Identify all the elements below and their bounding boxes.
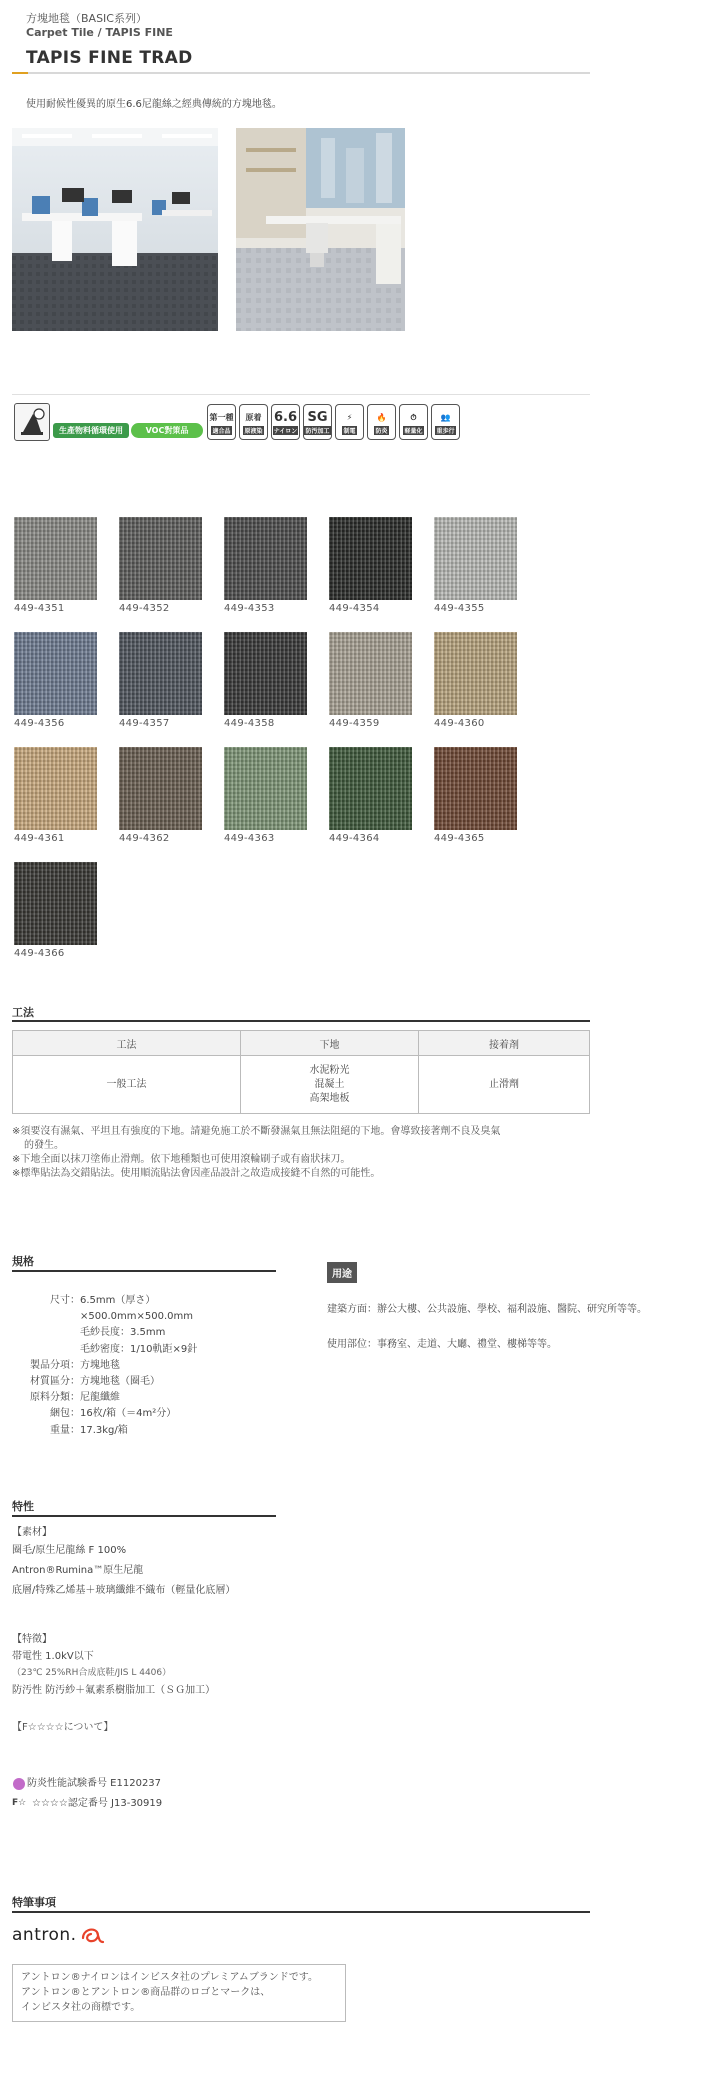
features-heading: 特性 [12,1500,34,1513]
swatch-item[interactable] [119,517,202,614]
icon-bottom-text: 防汚加工 [305,427,330,435]
spec-label: 重量： [50,1424,80,1436]
swatch-item[interactable] [224,747,307,844]
base-item: 水泥粉光 [309,1064,350,1076]
swatch-code: 449-4352 [119,603,170,614]
swatch-code: 449-4363 [224,833,275,844]
swatch-tile[interactable] [434,632,517,715]
class-icon [207,404,236,440]
room-photo [236,128,405,331]
note-line: ※標準貼法為交錯貼法。使用順流貼法會因產品設計之故造成接縫不自然的可能性。 [12,1168,381,1179]
intro-text: 使用耐候性優異的原生6.6尼龍絲之經典傳統的方塊地毯。 [26,99,282,110]
swatch-tile[interactable] [434,747,517,830]
swatch-code: 449-4362 [119,833,170,844]
swatch-tile[interactable] [329,747,412,830]
spec-value: 毛紗長度：3.5mm [80,1327,166,1339]
icon-top-text: 6.6 [273,409,298,425]
spec-value: ×500.0mm×500.0mm [80,1311,193,1323]
spec-row [12,1293,155,1308]
category-label: 方塊地毯（BASIC系列） [26,12,147,25]
method-rule [12,1020,590,1022]
swatch-item[interactable] [329,747,412,844]
voc-label-text: VOC對策品 [145,426,189,435]
people-icon [431,404,460,440]
spec-value: 6.5mm（厚さ） [80,1295,156,1306]
swatch-item[interactable] [434,517,517,614]
fstar-logo: F☆ [12,1798,27,1808]
swatch-item[interactable] [14,632,97,729]
swatch-code: 449-4359 [329,718,380,729]
table-header-row [13,1031,590,1056]
fstar-cert-number: ☆☆☆☆認定番号 J13-30919 [32,1798,163,1809]
spec-label: 尺寸： [50,1295,80,1306]
method-notes [12,1125,592,1181]
swatch-tile[interactable] [14,517,97,600]
title-accent [12,72,28,74]
spec-row [12,1374,160,1389]
swatch-item[interactable] [119,747,202,844]
icon-bottom-text: 重歩行 [436,427,455,435]
voc-badge [131,423,203,438]
swatch-code: 449-4353 [224,603,275,614]
icon-top-text: 第一種 [209,412,234,422]
swatch-tile[interactable] [119,632,202,715]
spec-label: 材質區分： [30,1376,80,1387]
icon-bottom-text: 適合品 [212,427,231,435]
material-line: 底層/特殊乙烯基＋玻璃纖維不織布（輕量化底層） [12,1585,236,1596]
usage-line: 使用部位：事務室、走道、大廳、禮堂、樓梯等等。 [327,1339,557,1350]
feature-line: （23℃ 25%RH合成底鞋/JIS L 4406） [12,1668,172,1678]
spec-label: 原料分類： [30,1392,80,1404]
icon-top-text: 👥 [440,412,451,422]
flame-test-number: 防炎性能試験番号 E1120237 [27,1778,162,1789]
spec-row [12,1390,120,1405]
swatch-tile[interactable] [434,517,517,600]
spec-value: 17.3kg/箱 [80,1424,128,1436]
spec-value: 方塊地毯（圈毛） [80,1376,160,1387]
base-item: 高架地板 [309,1092,350,1104]
swatch-tile[interactable] [224,632,307,715]
icon-bottom-text: 制電 [343,427,356,435]
icon-top-text: ⏱ [410,412,417,422]
badges-divider [12,394,590,395]
swatch-item[interactable] [14,862,97,959]
swatch-tile[interactable] [14,632,97,715]
icon-bottom-text: 原液染 [244,427,263,435]
spec-row [12,1325,165,1340]
swatch-item[interactable] [224,517,307,614]
swatch-code: 449-4361 [14,833,65,844]
eco-label-badge [53,423,129,438]
column-header-method: 工法 [13,1031,241,1056]
material-line: Antron®Rumina™原生尼龍 [12,1565,144,1576]
icon-top-text: 原着 [245,412,262,422]
swatch-code: 449-4351 [14,603,65,614]
swatch-code: 449-4356 [14,718,65,729]
swatch-tile[interactable] [119,517,202,600]
base-item: 混凝土 [314,1078,345,1090]
features-rule [12,1515,276,1517]
spec-row [12,1358,120,1373]
adhesive-cell: 止滑劑 [419,1056,590,1114]
feature-line: 帯電性 1.0kV以下 [12,1651,94,1662]
icon-top-text: ⚡ [346,412,353,422]
notice-line: インビスタ社の商標です。 [21,2002,141,2013]
swatch-tile[interactable] [14,862,97,945]
icon-top-text: SG [307,409,328,425]
antistatic-icon [335,404,364,440]
column-header-base: 下地 [241,1031,419,1056]
original-dye-icon [239,404,268,440]
method-table [12,1030,590,1114]
swatch-tile[interactable] [329,517,412,600]
icon-top-text: 🔥 [376,412,387,422]
icon-bottom-text: 防炎 [375,427,388,435]
eco-mark-icon [14,403,50,441]
spec-row [12,1406,176,1421]
swatch-code: 449-4357 [119,718,170,729]
swatch-code: 449-4366 [14,948,65,959]
swatch-code: 449-4364 [329,833,380,844]
swatch-item[interactable] [329,517,412,614]
feature-line: 防汚性 防汚紗＋氟素系樹脂加工（ＳＧ加工） [12,1685,216,1696]
trademark-notice [12,1964,346,2022]
swatch-code: 449-4365 [434,833,485,844]
table-row [13,1056,590,1114]
special-heading: 特筆事項 [12,1896,56,1909]
swatch-item[interactable] [434,747,517,844]
note-line: ※須要沒有濕氣、平坦且有強度的下地。請避免施工於不斷發濕氣且無法阻絕的下地。會導致接著劑不良及臭氣 [12,1126,501,1137]
note-line: 的發生。 [24,1140,64,1151]
swatch-tile[interactable] [224,747,307,830]
eco-label-text: 生產物料循環使用 [59,426,123,435]
swatch-code: 449-4358 [224,718,275,729]
flame-icon [367,404,396,440]
swatch-tile[interactable] [14,747,97,830]
method-cell: 一般工法 [13,1056,241,1114]
swatch-item[interactable] [14,747,97,844]
column-header-adhesive: 接着剤 [419,1031,590,1056]
specs-rule [12,1270,276,1272]
spec-value: 16枚/箱（＝4m²分） [80,1408,177,1420]
spec-label: 綑包： [50,1408,80,1420]
swatch-tile[interactable] [224,517,307,600]
swatch-item[interactable] [14,517,97,614]
page-title: TAPIS FINE TRAD [26,48,193,68]
notice-line: アントロン®ナイロンはインビスタ社のプレミアムブランドです。 [21,1972,318,1983]
swatch-code: 449-4355 [434,603,485,614]
usage-line: 建築方面：辦公大樓、公共設施、學校、福利設施、醫院、研究所等等。 [327,1304,647,1315]
swatch-item[interactable] [434,632,517,729]
specs-heading: 規格 [12,1255,34,1268]
swatch-item[interactable] [329,632,412,729]
material-line: 圈毛/原生尼龍絲 F 100% [12,1545,127,1556]
office-photo [12,128,218,331]
sg-icon [303,404,332,440]
nylon66-icon [271,404,300,440]
spec-value: 毛紗密度：1/10軌距×9針 [80,1343,198,1355]
swatch-item[interactable] [119,632,202,729]
icon-bottom-text: 軽量化 [404,427,423,435]
spec-value: 方塊地毯 [80,1359,120,1371]
swatch-code: 449-4354 [329,603,380,614]
swatch-item[interactable] [224,632,307,729]
antron-logo-text: antron. [12,1925,77,1945]
material-tag: 【素材】 [12,1527,52,1538]
flame-mark-icon [13,1778,25,1790]
lightweight-icon [399,404,428,440]
title-divider [12,72,590,74]
swatch-code: 449-4360 [434,718,485,729]
method-heading: 工法 [12,1006,34,1019]
swatch-tile[interactable] [119,747,202,830]
spec-value: 尼龍纖維 [80,1392,120,1404]
icon-bottom-text: ナイロン [273,427,298,435]
category-en-label: Carpet Tile / TAPIS FINE [26,26,173,39]
base-cell [241,1056,419,1114]
spec-row [12,1423,128,1438]
feature-tag: 【特徵】 [12,1634,52,1645]
spec-label: 製品分項： [30,1359,80,1371]
fstar-link[interactable]: 【F☆☆☆☆について】 [12,1722,114,1733]
note-line: ※下地全面以抹刀塗佈止滑劑。依下地種類也可使用滾輪刷子或有齒狀抹刀。 [12,1154,351,1165]
notice-line: アントロン®とアントロン®商品群のロゴとマークは、 [21,1987,271,1998]
breadcrumb [26,12,173,40]
special-rule [12,1911,590,1913]
spec-row [12,1342,197,1357]
spec-row [12,1309,193,1324]
swatch-tile[interactable] [329,632,412,715]
usage-tag: 用途 [327,1262,357,1283]
antron-logo [12,1922,105,1948]
